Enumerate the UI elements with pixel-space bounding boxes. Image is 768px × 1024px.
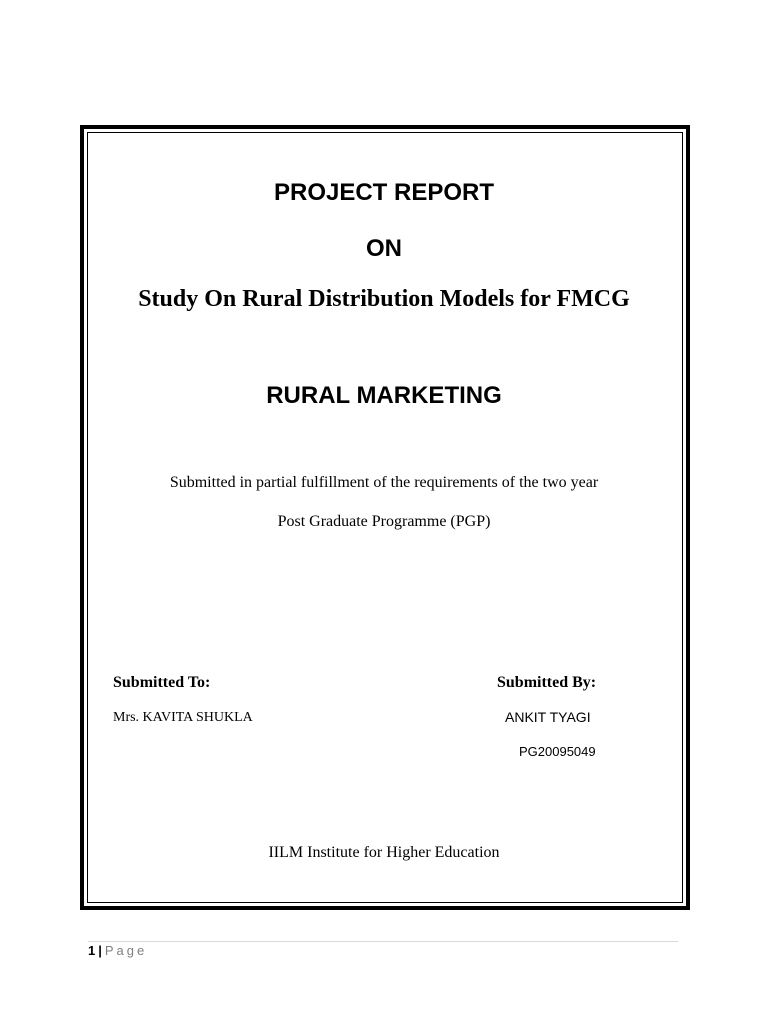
page-footer bbox=[88, 943, 147, 958]
report-title: Study On Rural Distribution Models for FMCG bbox=[138, 286, 630, 312]
page-label: Page bbox=[104, 943, 148, 958]
footer-separator: | bbox=[98, 943, 102, 958]
submission-statement: Submitted in partial fulfillment of the requirements of the two year bbox=[169, 474, 599, 491]
institution-name: IILM Institute for Higher Education bbox=[268, 844, 500, 861]
submitted-by-id: PG20095049 bbox=[519, 744, 596, 759]
footer-divider bbox=[88, 941, 678, 942]
submitted-to-label: Submitted To: bbox=[113, 674, 211, 691]
submitted-by-label: Submitted By: bbox=[497, 674, 597, 691]
submitted-to-name: Mrs. KAVITA SHUKLA bbox=[113, 710, 253, 725]
report-subject: RURAL MARKETING bbox=[266, 382, 502, 409]
programme-name: Post Graduate Programme (PGP) bbox=[277, 513, 491, 530]
report-connector: ON bbox=[366, 235, 402, 262]
submitted-by-name: ANKIT TYAGI bbox=[505, 709, 591, 725]
report-heading: PROJECT REPORT bbox=[273, 179, 495, 206]
page-number: 1 bbox=[88, 943, 96, 958]
